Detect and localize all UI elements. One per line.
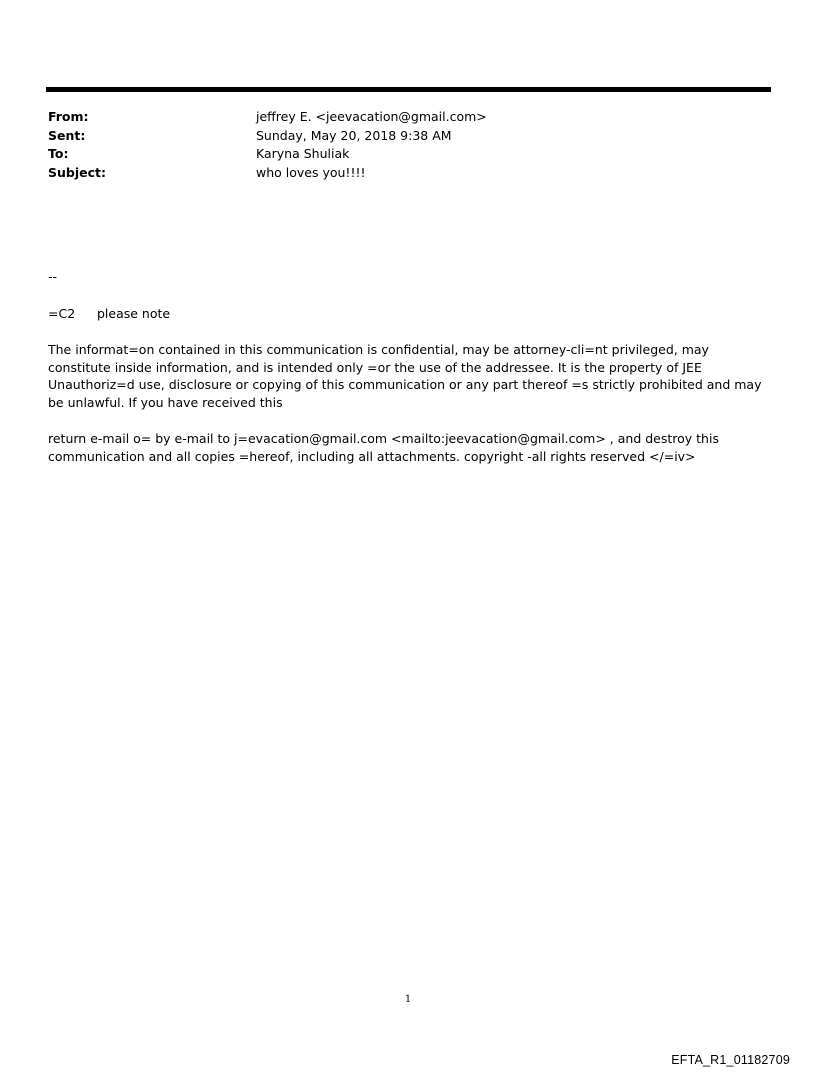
sent-row [48, 127, 768, 146]
confidentiality-paragraph: The informat=on contained in this communication is confidential, may be attorney-cli=nt privileged, may constitute inside information, and is intended only =or the use of the addressee. It is the property of JEE Unauthoriz=d use, disclosure or copying of this communication or any part thereof =s strictly prohibited and may be unlawful. If you have received this [48, 342, 762, 410]
sent-value: Sunday, May 20, 2018 9:38 AM [256, 127, 452, 143]
from-row [48, 108, 768, 127]
note-line [48, 305, 768, 323]
from-value: jeffrey E. <jeevacation@gmail.com> [256, 109, 487, 124]
header-divider [46, 87, 771, 92]
page-number: 1 [404, 994, 412, 1005]
to-label: To: [48, 146, 69, 161]
to-value: Karyna Shuliak [256, 146, 350, 161]
subject-label: Subject: [48, 164, 106, 180]
to-row [48, 145, 768, 164]
bates-number: EFTA_R1_01182709 [671, 1053, 790, 1067]
sent-label: Sent: [48, 127, 86, 143]
subject-row [48, 164, 768, 183]
from-label: From: [48, 109, 89, 124]
subject-value: who loves you!!!! [256, 164, 366, 180]
return-instructions-paragraph: return e-mail o= by e-mail to j=evacation@gmail.com <mailto:jeevacation@gmail.com> , and destroy this communication and all copies =hereof, including all attachments. copyright -all rights reserved </=iv> [48, 431, 719, 464]
signature-separator: -- [48, 269, 58, 284]
note-code: =C2 [48, 306, 76, 321]
note-text: please note [97, 306, 171, 321]
email-header [48, 108, 768, 182]
